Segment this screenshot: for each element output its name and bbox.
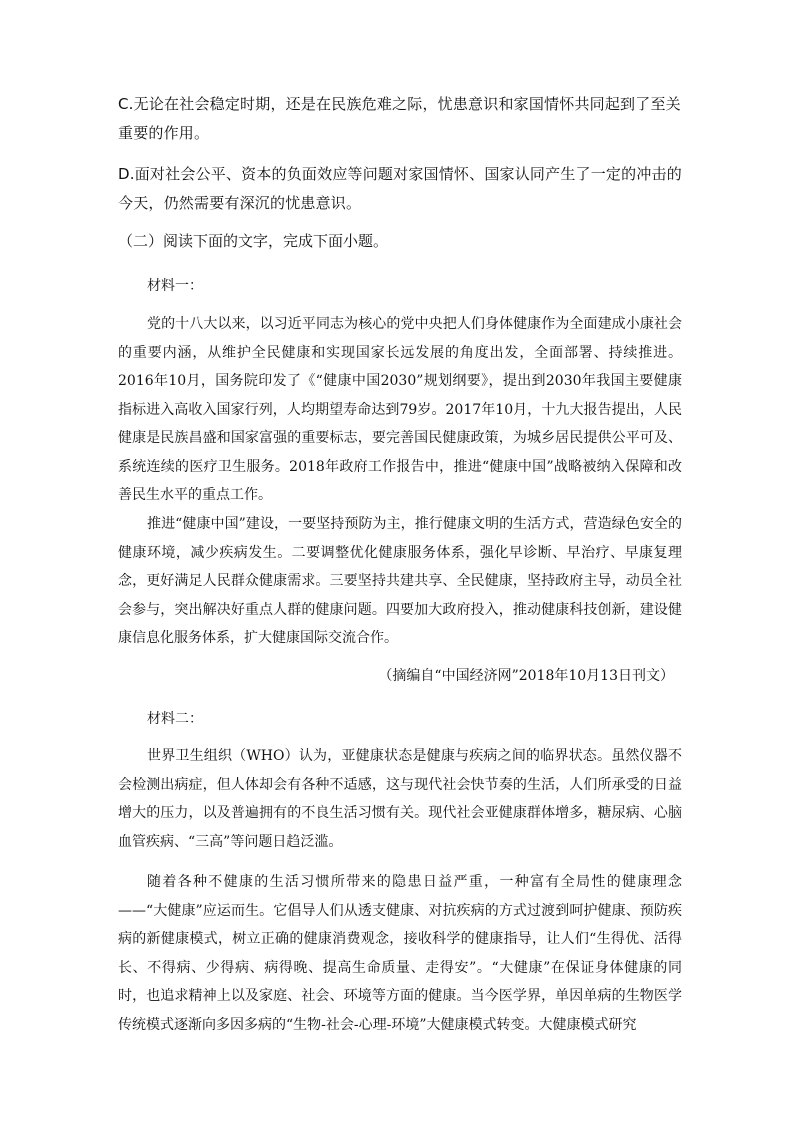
- material-2-paragraph: 世界卫生组织（WHO）认为，亚健康状态是健康与疾病之间的临界状态。虽然仪器不会检测出病症，但人体却会有各种不适感，这与现代社会快节奏的生活，人们所承受的日益增大的压力，以及普遍拥有的不良生活习惯有关。现代社会亚健康群体增多，糖尿病、心脑血管疾病、“三高”等问题日趋泛滥。: [118, 748, 682, 850]
- material-1-paragraph: 推进“健康中国”建设，一要坚持预防为主，推行健康文明的生活方式，营造绿色安全的健康环境，减少疾病发生。二要调整优化健康服务体系，强化早诊断、早治疗、早康复理念，更好满足人民群众健康需求。三要坚持共建共享、全民健康，坚持政府主导，动员全社会参与，突出解决好重点人群的健康问题。四要加大政府投入，推动健康科技创新，建设健康信息化服务体系，扩大健康国际交流合作。: [118, 516, 682, 646]
- material-1-label: 材料一：: [147, 278, 203, 294]
- option-c: C.无论在社会稳定时期，还是在民族危难之际，忧患意识和家国情怀共同起到了至关重要的作用。: [118, 95, 681, 142]
- material-1-paragraph: 党的十八大以来，以习近平同志为核心的党中央把人们身体健康作为全面建成小康社会的重要内涵，从维护全民健康和实现国家长远发展的角度出发，全面部署、持续推进。2016年10月，国务院印发了《“健康中国2030”规划纲要》，提出到2030年我国主要健康指标进入高收入国家行列，人均期望寿命达到79岁。2017年10月，十九大报告提出，人民健康是民族昌盛和国家富强的重要标志，要完善国民健康政策，为城乡居民提供公平可及、系统连续的医疗卫生服务。2018年政府工作报告中，推进“健康中国”战略被纳入保障和改善民生水平的重点工作。: [118, 316, 682, 503]
- material-1-source: （摘编自“中国经济网”2018年10月13日刊文）: [378, 668, 674, 684]
- option-d: D.面对社会公平、资本的负面效应等问题对家国情怀、国家认同产生了一定的冲击的今天，仍然需要有深沉的忧患意识。: [118, 165, 682, 212]
- material-2-label: 材料二：: [147, 711, 203, 727]
- material-2-paragraph: 随着各种不健康的生活习惯所带来的隐患日益严重，一种富有全局性的健康理念——“大健康”应运而生。它倡导人们从透支健康、对抗疾病的方式过渡到呵护健康、预防疾病的新健康模式，树立正确的健康消费观念，接收科学的健康指导，让人们“生得优、活得长、不得病、少得病、病得晚、提高生命质量、走得安”。“大健康”在保证身体健康的同时，也追求精神上以及家庭、社会、环境等方面的健康。当今医学界，单因单病的生物医学传统模式逐渐向多因多病的“生物-社会-心理-环境”大健康模式转变。大健康模式研究: [118, 874, 682, 1033]
- section-heading: （二）阅读下面的文字，完成下面小题。: [118, 232, 389, 250]
